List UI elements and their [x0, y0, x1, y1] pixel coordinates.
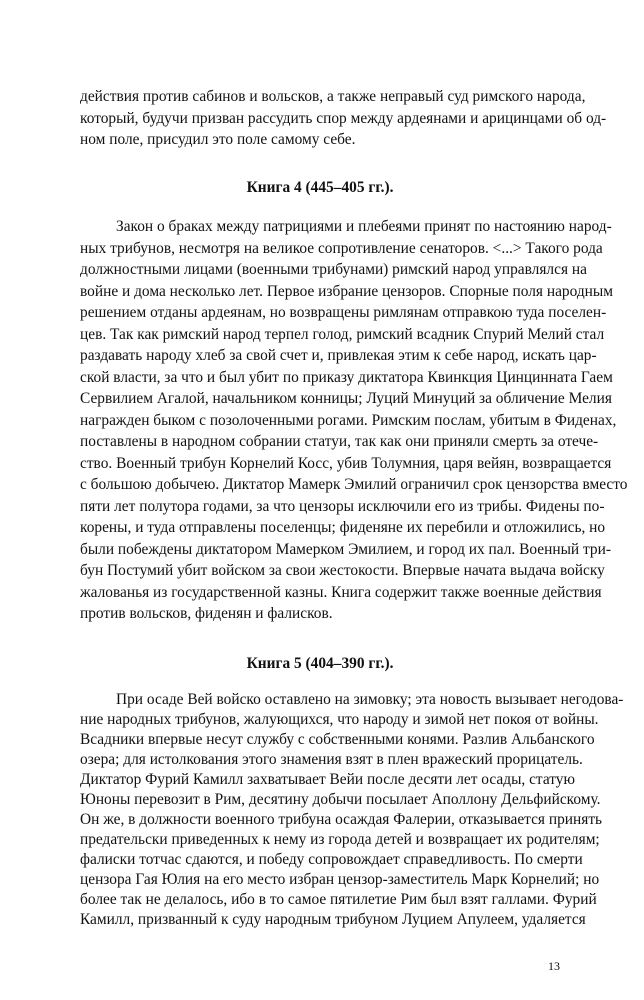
text-line: жалованья из государственной казны. Книга содержит также военные действия — [80, 583, 602, 601]
text-line: войне и дома несколько лет. Первое избрание цензоров. Спорные поля народным — [80, 282, 613, 300]
text-line: предательски приведенных к нему из города детей и возвращает их родителям; — [80, 831, 600, 848]
text-line: ской власти, за что и был убит по приказу диктатора Квинкция Цинцинната Гаем — [80, 368, 613, 386]
page-number: 13 — [548, 959, 560, 973]
text-line: Всадники впервые несут службу с собственными конями. Разлив Альбанского — [80, 731, 595, 748]
text-line: бун Постумий убит войском за свои жестокости. Впервые начата выдача войску — [80, 562, 605, 579]
text-line: который, будучи призван рассудить спор между ардеянами и арицинцами об од- — [80, 109, 607, 127]
text-line: действия против сабинов и вольсков, а также неправый суд римского народа, — [80, 88, 586, 105]
text-line: Сервилием Агалой, начальником конницы; Луций Минуций за обличение Мелия — [80, 390, 612, 407]
text-line: озера; для истолкования этого знамения взят в плен вражеский прорицатель. — [80, 751, 583, 768]
text-line: ство. Военный трибун Корнелий Косс, убив Толумния, царя вейян, возвращается — [80, 454, 612, 472]
book-5-heading: Книга 5 (404–390 гг.). — [246, 655, 394, 672]
text-line: ных трибунов, несмотря на великое сопротивление сенаторов. <...> Такого рода — [80, 239, 603, 257]
text-line: Он же, в должности военного трибуна осаждая Фалерии, отказывается принять — [80, 811, 603, 828]
text-line: При осаде Вей войско оставлено на зимовку; эта новость вызывает негодова- — [116, 691, 624, 708]
text-line: корены, и туда отправлены поселенцы; фиденяне их перебили и отложились, но — [80, 519, 606, 536]
text-line: пяти лет полутора годами, за что цензоры исключили его из трибы. Фидены по- — [80, 497, 605, 515]
book-4-heading: Книга 4 (445–405 гг.). — [246, 179, 394, 196]
text-line: ном поле, присудил это поле самому себе. — [80, 131, 356, 148]
text-line: с большою добычею. Диктатор Мамерк Эмилий ограничил срок цензорства вместо — [80, 476, 628, 493]
text-line: ние народных трибунов, жалующихся, что народу и зимой нет покоя от войны. — [80, 711, 599, 728]
text-line: фалиски тотчас сдаются, и победу сопровождает справедливость. По смерти — [80, 851, 583, 868]
text-line: награжден быком с позолоченными рогами. Римским послам, убитым в Фиденах, — [80, 411, 617, 429]
text-line: Юноны перевозит в Рим, десятину добычи посылает Аполлону Дельфийскому. — [80, 791, 601, 808]
text-line: раздавать народу хлеб за свой счет и, привлекая этим к себе народ, искать цар- — [80, 347, 597, 364]
text-line: поставлены в народном собрании статуи, так как они приняли смерть за отече- — [80, 433, 599, 450]
text-line: Камилл, призванный к суду народным трибуном Луцием Апулеем, удаляется — [80, 911, 586, 928]
text-line: цензора Гая Юлия на его место избран цензор-заместитель Марк Корнелий; но — [80, 871, 600, 888]
text-line: Закон о браках между патрициями и плебеями принят по настоянию народ- — [116, 218, 612, 235]
text-line: решением отданы ардеянам, но возвращены римлянам отправкою туда поселен- — [80, 304, 607, 321]
text-line: Диктатор Фурий Камилл захватывает Вейи после десяти лет осады, статую — [80, 771, 575, 788]
text-line: против вольсков, фиденян и фалисков. — [80, 605, 333, 622]
text-line: цев. Так как римский народ терпел голод, римский всадник Спурий Мелий стал — [80, 325, 605, 343]
text-line: были побеждены диктатором Мамерком Эмилием, и город их пал. Военный три- — [80, 540, 611, 558]
text-line: должностными лицами (военными трибунами) римский народ управлялся на — [80, 261, 587, 278]
text-line: более так не делалось, ибо в то самое пятилетие Рим был взят галлами. Фурий — [80, 891, 597, 908]
